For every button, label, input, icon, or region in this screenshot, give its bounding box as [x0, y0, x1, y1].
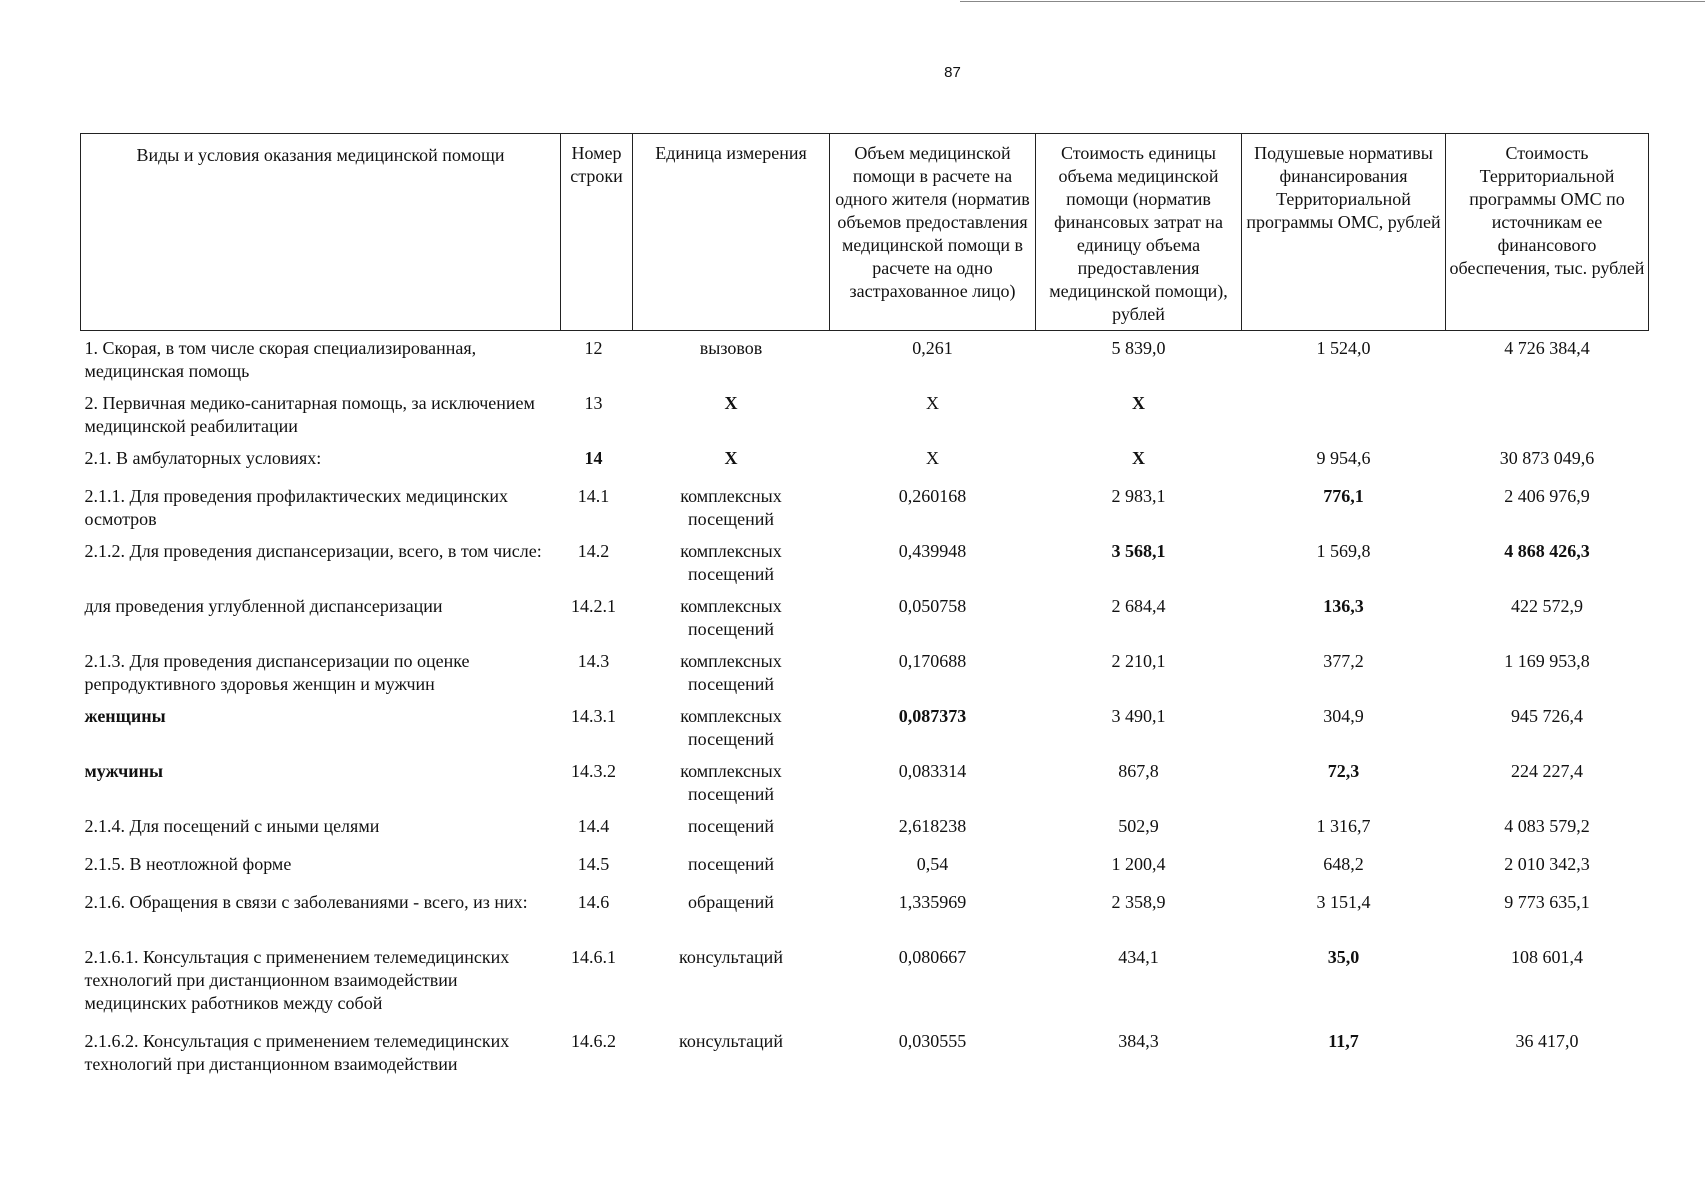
cell-unit: комплексных посещений	[680, 705, 782, 749]
cell-volume: 0,080667	[898, 946, 967, 967]
cell-unit: комплексных посещений	[680, 650, 782, 694]
cell-name: для проведения углубленной диспансеризации	[84, 595, 443, 616]
cell-unit: комплексных посещений	[680, 595, 782, 639]
cell-unit: X	[724, 392, 738, 413]
cell-volume: 0,439948	[898, 540, 967, 561]
cell-number: 14.6.2	[571, 1030, 616, 1051]
cell-total: 2 010 342,3	[1504, 853, 1590, 874]
table-row	[81, 644, 1649, 699]
cell-unit: комплексных посещений	[680, 540, 782, 584]
financing-table	[80, 133, 1649, 1079]
cell-unit: комплексных посещений	[680, 760, 782, 804]
cell-unit: обращений	[688, 891, 774, 912]
cell-number: 14.1	[577, 485, 610, 506]
cell-norm: 35,0	[1327, 946, 1360, 967]
cell-volume: 1,335969	[898, 891, 967, 912]
cell-cost: 384,3	[1118, 1030, 1159, 1051]
cell-norm: 776,1	[1323, 485, 1364, 506]
cell-norm: 1 316,7	[1316, 815, 1371, 836]
cell-total: 36 417,0	[1515, 1030, 1579, 1051]
cell-name: 2.1.2. Для проведения диспансеризации, всего, в том числе:	[84, 540, 542, 561]
cell-volume: 2,618238	[898, 815, 967, 836]
table-row	[81, 847, 1649, 885]
cell-total: 224 227,4	[1511, 760, 1583, 781]
table-row	[81, 589, 1649, 644]
table-row	[81, 940, 1649, 1024]
cell-unit: вызовов	[699, 338, 763, 358]
cell-unit: комплексных посещений	[680, 485, 782, 529]
cell-name: 2.1.6. Обращения в связи с заболеваниями - всего, из них:	[84, 891, 528, 912]
table-row	[81, 885, 1649, 940]
cell-name: 2.1.6.2. Консультация с применением телемедицинских технологий при дистанционном взаимодействии	[84, 1030, 510, 1074]
financing-table-container	[80, 133, 1648, 1079]
table-row	[81, 386, 1649, 441]
cell-number: 14.6.1	[571, 946, 616, 967]
cell-cost: 2 983,1	[1111, 485, 1166, 506]
header-unit-cost: Стоимость единицы объема медицинской помощи (норматив финансовых затрат на единицу объема предоставления медицинской помощи), рублей	[1036, 134, 1242, 331]
cell-unit: X	[724, 447, 738, 468]
cell-cost: 2 210,1	[1111, 650, 1166, 671]
table-row	[81, 1024, 1649, 1079]
cell-name: 2.1.3. Для проведения диспансеризации по оценке репродуктивного здоровья женщин и мужчин	[84, 650, 470, 694]
cell-total: 2 406 976,9	[1504, 485, 1590, 506]
cell-unit: консультаций	[679, 1030, 783, 1051]
cell-cost: 5 839,0	[1111, 338, 1166, 358]
cell-cost: 2 684,4	[1111, 595, 1166, 616]
cell-norm: 72,3	[1327, 760, 1360, 781]
cell-cost: 502,9	[1118, 815, 1159, 836]
cell-number: 14.5	[577, 853, 610, 874]
header-row-number: Номер строки	[561, 134, 633, 331]
page-number: 87	[944, 64, 961, 81]
cell-number: 14.4	[577, 815, 610, 836]
cell-number: 12	[584, 338, 603, 358]
cell-total: 422 572,9	[1511, 595, 1583, 616]
cell-norm: 11,7	[1328, 1030, 1359, 1051]
header-service-type: Виды и условия оказания медицинской помощи	[81, 134, 561, 331]
cell-norm	[1242, 386, 1446, 441]
cell-name: 1. Скорая, в том числе скорая специализированная, медицинская помощь	[84, 338, 477, 381]
cell-cost: 3 490,1	[1111, 705, 1166, 726]
table-row	[81, 534, 1649, 589]
cell-volume: 0,087373	[898, 705, 967, 726]
cell-total: 30 873 049,6	[1499, 447, 1595, 468]
cell-number: 14.6	[577, 891, 610, 912]
cell-volume: 0,54	[916, 853, 949, 874]
cell-cost: 3 568,1	[1111, 540, 1166, 561]
cell-number: 14.2	[577, 540, 610, 561]
cell-name: 2.1.6.1. Консультация с применением телемедицинских технологий при дистанционном взаимодействии медицинских работников между собой	[84, 946, 510, 1013]
cell-norm: 304,9	[1323, 705, 1364, 726]
cell-unit: посещений	[687, 815, 775, 836]
cell-name: 2. Первичная медико-санитарная помощь, за исключением медицинской реабилитации	[84, 392, 535, 436]
cell-name: мужчины	[84, 760, 164, 781]
table-row	[81, 331, 1649, 386]
cell-total: 1 169 953,8	[1504, 650, 1590, 671]
cell-norm: 648,2	[1323, 853, 1364, 874]
header-per-capita-norm: Подушевые нормативы финансирования Территориальной программы ОМС, рублей	[1242, 134, 1446, 331]
cell-name: 2.1.5. В неотложной форме	[84, 853, 292, 874]
table-row	[81, 809, 1649, 847]
cell-number: 13	[584, 392, 603, 413]
table-row	[81, 441, 1649, 479]
cell-norm: 9 954,6	[1316, 447, 1371, 468]
cell-total: 4 868 426,3	[1504, 540, 1590, 561]
cell-name: женщины	[84, 705, 166, 726]
cell-volume: 0,260168	[898, 485, 967, 506]
cell-cost: 434,1	[1118, 946, 1159, 967]
cell-volume: X	[926, 447, 939, 468]
table-row	[81, 754, 1649, 809]
cell-total: 108 601,4	[1511, 946, 1583, 967]
cell-volume: 0,050758	[898, 595, 967, 616]
page-number-container	[0, 64, 1705, 81]
table-header-row	[81, 134, 1649, 331]
cell-norm: 1 569,8	[1316, 540, 1371, 561]
top-rule	[960, 1, 1705, 2]
table-row	[81, 479, 1649, 534]
header-unit: Единица измерения	[633, 134, 830, 331]
cell-cost: X	[1132, 392, 1145, 413]
cell-total: 4 726 384,4	[1504, 338, 1590, 358]
cell-number: 14.3.1	[571, 705, 616, 726]
cell-unit: консультаций	[679, 946, 783, 967]
cell-total	[1446, 386, 1649, 441]
header-program-cost: Стоимость Территориальной программы ОМС по источникам ее финансового обеспечения, тыс. рублей	[1446, 134, 1649, 331]
cell-total: 9 773 635,1	[1504, 891, 1590, 912]
table-row	[81, 699, 1649, 754]
cell-norm: 377,2	[1323, 650, 1364, 671]
cell-number: 14.3	[577, 650, 610, 671]
cell-number: 14	[584, 447, 603, 468]
cell-name: 2.1. В амбулаторных условиях:	[84, 447, 322, 468]
cell-cost: 2 358,9	[1111, 891, 1166, 912]
cell-volume: 0,030555	[898, 1030, 967, 1051]
cell-norm: 1 524,0	[1316, 338, 1371, 358]
cell-name: 2.1.4. Для посещений с иными целями	[84, 815, 380, 836]
cell-cost: 867,8	[1118, 760, 1159, 781]
cell-volume: 0,170688	[898, 650, 967, 671]
cell-volume: X	[926, 392, 939, 413]
header-volume-per-resident: Объем медицинской помощи в расчете на одного жителя (норматив объемов предоставления медицинской помощи в расчете на одно застрахованное лицо)	[830, 134, 1036, 331]
cell-unit: посещений	[687, 853, 775, 874]
cell-cost: 1 200,4	[1111, 853, 1166, 874]
cell-name: 2.1.1. Для проведения профилактических медицинских осмотров	[84, 485, 508, 529]
cell-volume: 0,261	[912, 338, 953, 358]
cell-total: 945 726,4	[1511, 705, 1583, 726]
cell-total: 4 083 579,2	[1504, 815, 1590, 836]
cell-number: 14.3.2	[571, 760, 616, 781]
cell-cost: X	[1132, 447, 1145, 468]
cell-norm: 3 151,4	[1316, 891, 1371, 912]
cell-norm: 136,3	[1323, 595, 1364, 616]
cell-volume: 0,083314	[898, 760, 967, 781]
cell-number: 14.2.1	[571, 595, 616, 616]
